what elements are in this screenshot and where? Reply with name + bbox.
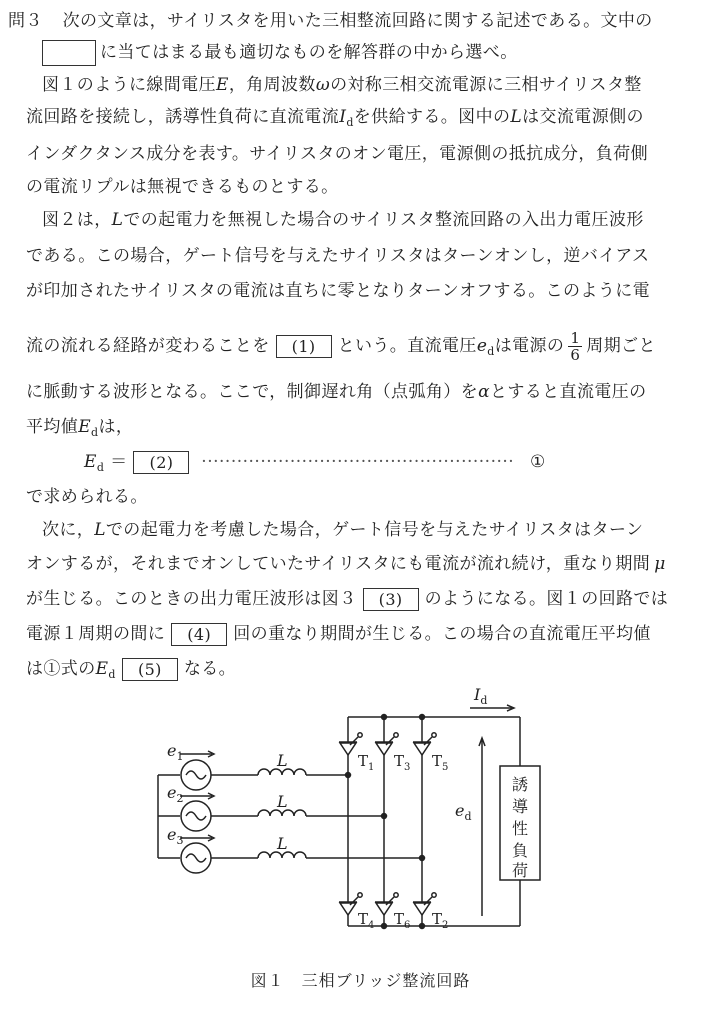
sub: d: [346, 116, 354, 129]
text: の対称三相交流電源に三相サイリスタ整: [330, 75, 642, 95]
answer-box-2[interactable]: (2): [133, 451, 189, 474]
e2-label: $e_2$: [167, 783, 184, 805]
ed-label: $e_d$: [455, 801, 472, 823]
text: 図１のように線間電圧: [42, 75, 216, 95]
load-char-5: 荷: [512, 861, 529, 880]
var-E: E: [84, 452, 97, 472]
para2-line-2: である。この場合，ゲート信号を与えたサイリスタはターンオンし，逆バイアス: [26, 246, 650, 266]
var-L: L: [510, 107, 523, 127]
text: が生じる。このときの出力電圧波形は図３: [26, 589, 357, 609]
answer-box-1[interactable]: (1): [276, 335, 332, 358]
text: は電源の: [494, 336, 565, 356]
T5-label: $T_5$: [432, 752, 449, 773]
load-char-2: 導: [512, 797, 529, 816]
para1-line-4: の電流リプルは無視できるものとする。: [26, 177, 339, 197]
para2-line-1: [42, 208, 644, 232]
text: とすると直流電圧の: [489, 382, 647, 402]
var-L: L: [111, 210, 124, 230]
L1-label: L: [277, 751, 288, 770]
text: を供給する。図中の: [353, 107, 511, 127]
text: での起電力を無視した場合のサイリスタ整流回路の入出力電圧波形: [123, 210, 644, 230]
text: オンするが，それまでオンしていたサイリスタにも電流が流れ続け，重なり期間: [26, 554, 651, 574]
figure-caption: 図１ 三相ブリッジ整流回路: [250, 971, 471, 990]
question-intro: 次の文章は，サイリスタを用いた三相整流回路に関する記述である。文中の: [62, 11, 653, 31]
para2-line-8: で求められる。: [26, 487, 148, 507]
text: は，: [98, 417, 134, 437]
load-char-1: 誘: [512, 775, 529, 794]
para3-line-4: [26, 622, 651, 646]
var-E: E: [95, 659, 109, 679]
e3-label: $e_3$: [167, 825, 184, 847]
text: 流回路を接続し，誘導性負荷に直流電流: [26, 107, 340, 127]
var-L: L: [94, 520, 106, 540]
var-I: I: [339, 107, 347, 127]
blank-box: [42, 40, 96, 66]
text: 流の流れる経路が変わることを: [26, 336, 270, 356]
sub: d: [108, 668, 116, 681]
ac-source-group: [158, 751, 214, 873]
text: は①式の: [26, 659, 96, 679]
var-alpha: α: [478, 382, 490, 402]
text: 次に，: [42, 520, 95, 540]
text: 電源１周期の間に: [26, 624, 166, 644]
para2-line-5: [26, 380, 647, 404]
sub: d: [96, 461, 105, 474]
para1-line-3: インダクタンス成分を表す。サイリスタのオン電圧，電源側の抵抗成分，負荷側: [26, 144, 648, 164]
para2-line-6: [26, 415, 133, 445]
text: は交流電源側の: [522, 107, 644, 127]
equals-sign: ＝: [110, 452, 128, 472]
Id-label: $I_d$: [474, 685, 488, 707]
leader-dots: ·····················································: [201, 452, 515, 472]
question-line-1: [8, 9, 653, 33]
para2-line-4: [26, 330, 656, 364]
answer-box-3[interactable]: (3): [363, 588, 419, 611]
text: のようになる。図１の回路では: [424, 589, 669, 609]
question-instruction: に当てはまる最も適切なものを解答群の中から選べ。: [100, 42, 518, 63]
circuit-diagram: [0, 680, 721, 960]
fraction-denominator: 6: [570, 346, 581, 364]
T2-label: $T_2$: [432, 910, 449, 931]
equation-number: ①: [530, 452, 546, 472]
T4-label: $T_4$: [358, 910, 375, 931]
question-line-2: [42, 40, 518, 66]
equation-1: [84, 450, 546, 480]
text: なる。: [183, 659, 237, 679]
e1-label: $e_1$: [167, 741, 184, 763]
load-char-3: 性: [512, 819, 529, 838]
load-char-4: 負: [512, 841, 529, 860]
para3-line-2: [26, 552, 666, 576]
para2-line-3: が印加されたサイリスタの電流は直ちに零となりターンオフする。このように電: [26, 281, 651, 301]
fraction-numerator: 1: [570, 329, 581, 347]
text: 回の重なり期間が生じる。この場合の直流電圧平均値: [233, 624, 651, 644]
text: 平均値: [26, 417, 79, 437]
para3-line-1: [42, 518, 643, 542]
text: に脈動する波形となる。ここで，制御遅れ角（点弧角）を: [26, 382, 479, 402]
text: という。直流電圧: [337, 336, 477, 356]
T1-label: $T_1$: [358, 752, 375, 773]
L3-label: L: [277, 834, 288, 853]
var-mu: μ: [654, 554, 666, 574]
L2-label: L: [277, 792, 288, 811]
var-E: E: [216, 75, 229, 95]
para1-line-1: [42, 73, 642, 97]
T6-label: $T_6$: [394, 910, 411, 931]
text: 周期ごと: [586, 336, 656, 356]
sub: d: [487, 345, 495, 358]
text: 図２は，: [42, 210, 112, 230]
fraction: [568, 330, 582, 363]
text: ，角周波数: [228, 75, 316, 95]
para1-line-2: [26, 105, 644, 135]
para3-line-3: [26, 587, 668, 611]
answer-box-4[interactable]: (4): [171, 623, 227, 646]
var-e: e: [476, 336, 488, 356]
var-E: E: [78, 417, 92, 437]
text: での起電力を考慮した場合，ゲート信号を与えたサイリスタはターン: [105, 520, 644, 540]
question-number: 問３: [8, 11, 43, 31]
answer-box-5[interactable]: (5): [122, 658, 178, 681]
T3-label: $T_3$: [394, 752, 411, 773]
sub: d: [91, 426, 99, 439]
var-omega: ω: [315, 75, 331, 95]
